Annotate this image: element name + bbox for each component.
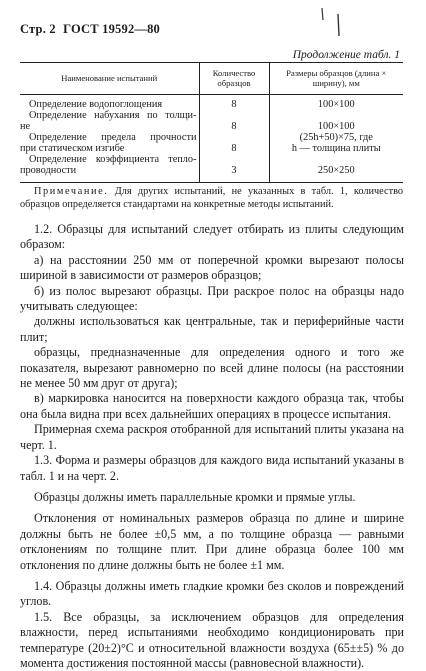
row-sample-size: 100×100	[269, 95, 403, 111]
paragraph: образцы, предназначенные для определения одного и того же показателя, вырезают равномерно по всей длине полосы (на расстоянии не менее 50 мм друг от друга);	[20, 345, 404, 391]
row-test-name: Определение предела прочности при статическом изгибе	[20, 132, 197, 154]
table-note	[20, 186, 403, 211]
paragraph: должны использоваться как центральные, так и периферийные части плит;	[20, 314, 404, 344]
paragraph: Отклонения от номинальных размеров образца по длине и ширине должны быть не более ±0,5 мм, а по толщине образца — равными отклонениям по толщине плит. При длине образца более 100 мм отклонения по длине должны быть не более ±1 мм.	[20, 511, 404, 572]
table-row	[20, 110, 403, 132]
table-header-row	[20, 63, 403, 95]
paragraph: 1.4. Образцы должны иметь гладкие кромки без сколов и повреждений углов.	[20, 578, 404, 609]
paragraph: Примерная схема раскроя отобранной для испытаний плиты указана на черт. 1.	[20, 422, 404, 452]
row-test-name: Определение коэффициента тепло- проводности	[20, 154, 199, 183]
body-text	[20, 216, 404, 671]
paragraph: в) маркировка наносится на поверхности каждого образца так, чтобы она была видна при всех дальнейших операциях в процессе испытания.	[20, 391, 404, 421]
table-row	[20, 132, 403, 154]
row-sample-count: 8	[199, 110, 269, 132]
row-sample-size: (25h+50)×75, где h — толщина плиты	[269, 132, 403, 154]
header-test-name: Наименование испытаний	[20, 63, 199, 95]
row-sample-size: 250×250	[269, 154, 403, 183]
header-sample-count: Количество образцов	[199, 63, 269, 95]
row-sample-count: 3	[199, 154, 269, 183]
paragraph: Образцы должны иметь параллельные кромки и прямые углы.	[34, 489, 356, 504]
header-sample-size: Размеры образцов (длина × ширину), мм	[269, 63, 403, 95]
table-row	[20, 154, 403, 183]
margin-marks	[318, 6, 348, 40]
table-row	[20, 95, 403, 111]
samples-table	[20, 62, 403, 183]
paragraph: а) на расстоянии 250 мм от поперечной кромки вырезают полосы шириной в зависимости от размеров образцов;	[20, 252, 404, 283]
paragraph: 1.5. Все образцы, за исключением образцов для определения влажности, перед испытаниями необходимо кондиционировать при температуре (20±2)°С и относительной влажности воздуха (65±±5) % до момента достижения постоянной массы (равновесной влажности).	[20, 609, 404, 670]
paragraph: 1.3. Форма и размеры образцов для каждого вида испытаний указаны в табл. 1 и на черт. 2.	[20, 453, 404, 483]
note-text: Для других испытаний, не указанных в табл. 1, количество образцов определяется стандартами на конкретные методы испытаний.	[20, 186, 404, 210]
table-continuation-label: Продолжение табл. 1	[292, 49, 400, 61]
page-number: Стр. 2	[20, 22, 56, 36]
paragraph: 1.2. Образцы для испытаний следует отбирать из плиты следующим образом:	[20, 222, 404, 252]
page-header	[20, 22, 164, 37]
row-sample-size: 100×100	[269, 110, 403, 132]
standard-number: ГОСТ 19592—80	[63, 22, 160, 36]
note-label: Примечание.	[34, 186, 109, 197]
row-sample-count: 8	[199, 95, 269, 111]
paragraph: б) из полос вырезают образцы. При раскрое полос на образцы надо учитывать следующее:	[20, 283, 404, 314]
row-test-name: Определение набухания по толщи- не	[20, 110, 197, 132]
row-test-name: Определение водопоглощения	[29, 99, 163, 110]
row-sample-count: 8	[199, 132, 269, 154]
